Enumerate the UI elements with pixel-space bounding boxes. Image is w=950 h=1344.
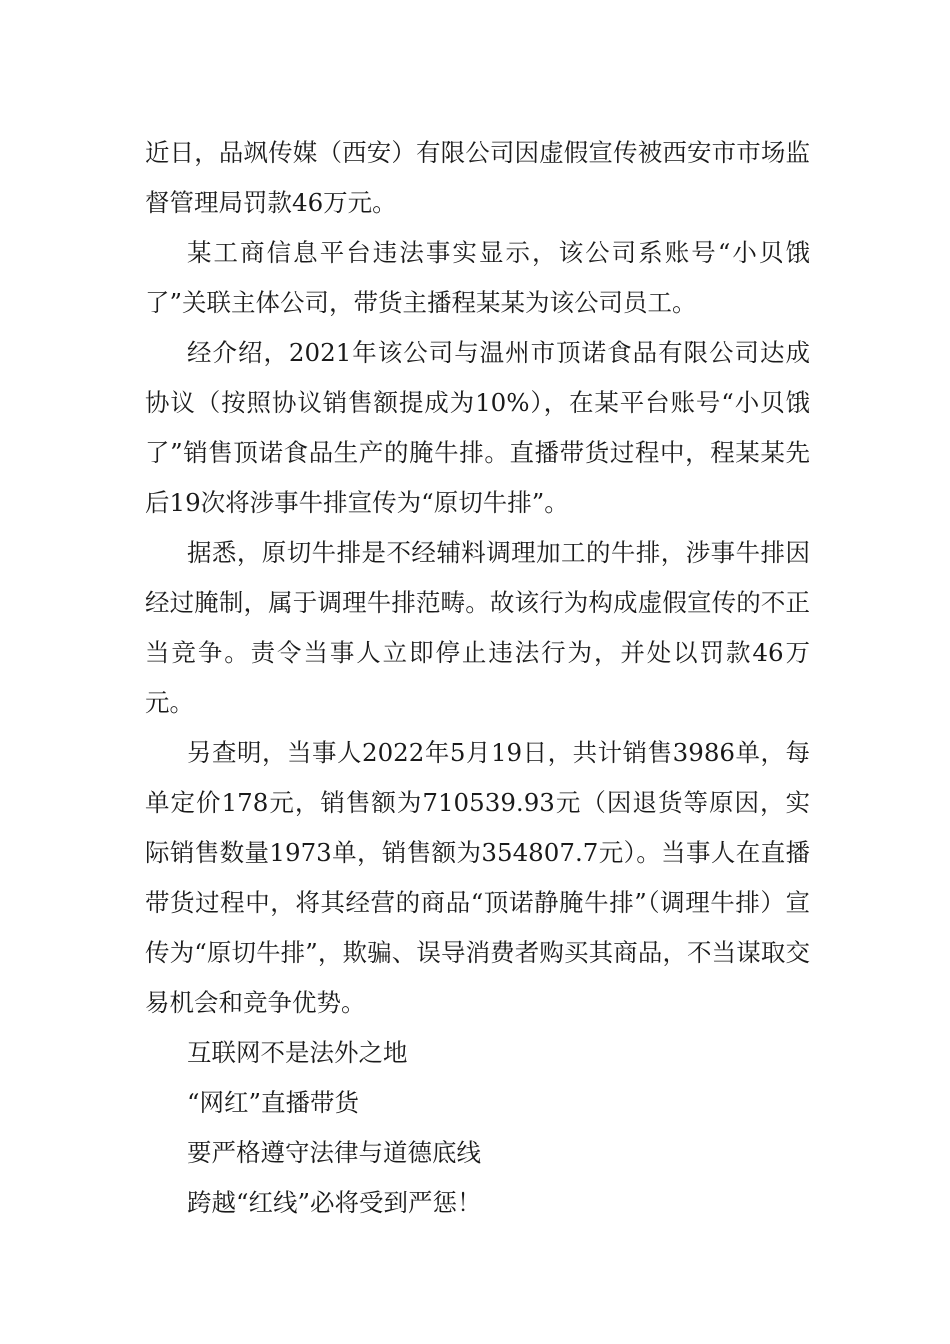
- slogan-line-1: 互联网不是法外之地: [187, 1038, 408, 1067]
- paragraph-intro: 近日，品飒传媒（西安）有限公司因虚假宣传被西安市市场监督管理局罚款46万元。: [145, 138, 810, 217]
- paragraph-violation-facts: 某工商信息平台违法事实显示，该公司系账号“小贝饿了”关联主体公司，带货主播程某某为该公司员工。: [145, 238, 810, 317]
- paragraph-agreement: 经介绍，2021年该公司与温州市顶诺食品有限公司达成协议（按照协议销售额提成为10%），在某平台账号“小贝饿了”销售顶诺食品生产的腌牛排。直播带货过程中，程某某先后19次将涉事牛排宣传为“原切牛排”。: [145, 338, 810, 517]
- slogan-line-4: 跨越“红线”必将受到严惩！: [187, 1188, 482, 1217]
- paragraph-sales-details: 另查明，当事人2022年5月19日，共计销售3986单，每单定价178元，销售额为710539.93元（因退货等原因，实际销售数量1973单，销售额为354807.7元）。当事人在直播带货过程中，将其经营的商品“顶诺静腌牛排”（调理牛排）宣传为“原切牛排”，欺骗、误导消费者购买其商品，不当谋取交易机会和竞争优势。: [145, 738, 810, 1017]
- paragraph-explanation: 据悉，原切牛排是不经辅料调理加工的牛排，涉事牛排因经过腌制，属于调理牛排范畴。故该行为构成虚假宣传的不正当竞争。责令当事人立即停止违法行为，并处以罚款46万元。: [145, 538, 810, 717]
- slogan-line-2: “网红”直播带货: [187, 1088, 360, 1117]
- slogan-line-3: 要严格遵守法律与道德底线: [187, 1138, 481, 1167]
- article-body: [145, 128, 810, 1228]
